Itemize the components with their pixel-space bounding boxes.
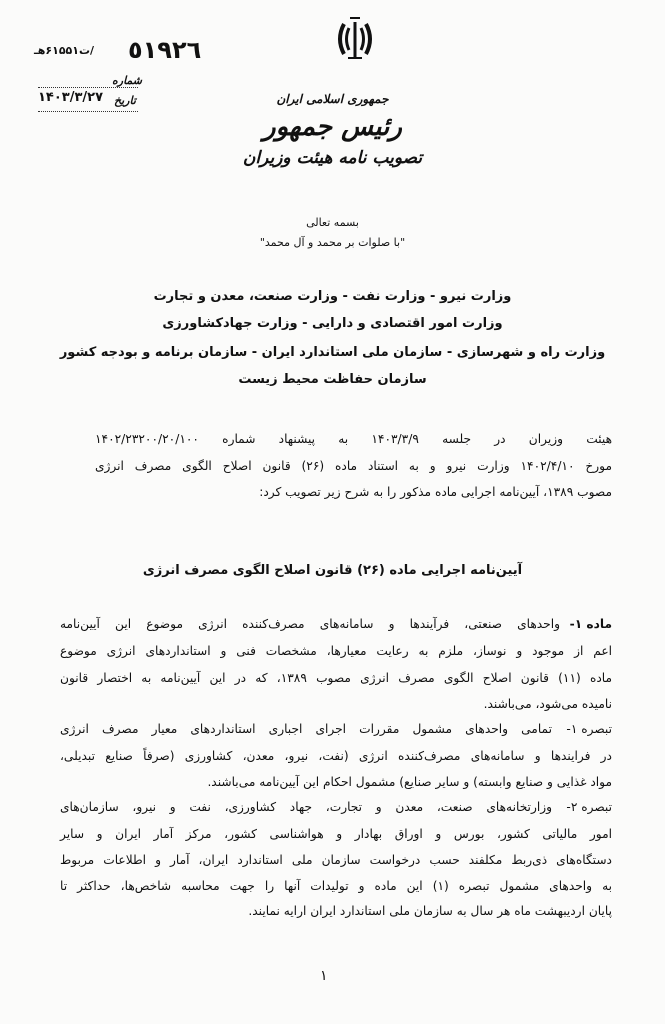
letter-number: ٥١٩٢٦ xyxy=(128,36,202,64)
reference-code: /ت۶۱۵۵۱هـ xyxy=(34,44,95,57)
number-label: شماره xyxy=(112,74,143,87)
article-line: واحدهای صنعتی، فرآیندها و سامانه‌های مصرف‌کننده انرژی موضوع این آیین‌نامه xyxy=(60,617,560,631)
intro-line: هیئت وزیران در جلسه ۱۴۰۳/۳/۹ به پیشنهاد شماره ۱۴۰۲/۲۳۲۰۰/۲۰/۱۰۰ xyxy=(95,432,612,446)
bismillah: بسمه تعالی xyxy=(306,216,359,229)
note-line: تمامی واحدهای مشمول مقررات اجرای اجباری استانداردهای معیار مصرف انرژی xyxy=(60,722,552,736)
iran-emblem-icon xyxy=(336,14,374,68)
article-line: نامیده می‌شود، می‌باشند. xyxy=(483,697,612,711)
salavat: "با صلوات بر محمد و آل محمد" xyxy=(259,236,406,249)
date-value: ۱۴۰۳/۳/۲۷ xyxy=(38,90,104,105)
article-line: ماده (۱۱) قانون اصلاح الگوی مصرف انرژی مصوب ۱۳۸۹، که در این آیین‌نامه به اختصار قانون xyxy=(60,671,612,685)
office-title: رئیس جمهور xyxy=(263,112,402,142)
intro-line: مصوب ۱۳۸۹، آیین‌نامه اجرایی ماده مذکور را به شرح زیر تصویب کرد: xyxy=(259,485,612,499)
note-line: دستگاه‌های ذی‌ربط مکلفند حسب درخواست سازمان ملی استاندارد ایران، آمار و اطلاعات مربوط xyxy=(60,853,612,867)
country-name: جمهوری اسلامی ایران xyxy=(276,92,389,106)
note-line: مواد غذایی و صنایع وابسته) و سایر صنایع) مشمول احکام این آیین‌نامه می‌باشند. xyxy=(207,775,612,789)
note-line: به واحدهای مشمول تبصره (۱) این ماده و تولیدات آنها را جهت محاسبه شاخص‌ها، حداکثر تا xyxy=(60,879,612,893)
regulation-title: آیین‌نامه اجرایی ماده (۲۶) قانون اصلاح الگوی مصرف انرژی xyxy=(142,563,523,578)
note-line: وزارتخانه‌های صنعت، معدن و تجارت، جهاد کشاورزی، نفت و نیرو، سازمان‌های xyxy=(60,800,552,814)
note-line: پایان اردیبهشت ماه هر سال به سازمان ملی استاندارد ایران ارایه نمایند. xyxy=(248,904,612,918)
date-label: تاریخ xyxy=(114,94,136,107)
recipient-line: وزارت نیرو - وزارت نفت - وزارت صنعت، معدن و تجارت xyxy=(153,289,512,304)
note-label: تبصره ۲- xyxy=(566,800,612,814)
document-type: تصویب نامه هیئت وزیران xyxy=(242,148,423,168)
recipient-line: سازمان حفاظت محیط زیست xyxy=(238,372,427,387)
note-label: تبصره ۱- xyxy=(566,722,612,736)
recipient-line: وزارت امور اقتصادی و دارایی - وزارت جهادکشاورزی xyxy=(162,316,503,331)
note-line: امور مالیاتی کشور، بورس و اوراق بهادار و هواشناسی کشور، مرکز آمار ایران و سایر xyxy=(60,827,612,841)
number-dotted-line xyxy=(38,86,138,88)
article-label: ماده ۱- xyxy=(569,617,612,631)
article-line: اعم از موجود و نوساز، ملزم به رعایت معیارها، مشخصات فنی و استانداردهای انرژی موضوع xyxy=(60,644,612,658)
page-number: ۱ xyxy=(320,968,328,984)
intro-line: مورخ ۱۴۰۲/۴/۱۰ وزارت نیرو و به استناد ماده (۲۶) قانون اصلاح الگوی مصرف انرژی xyxy=(95,459,612,473)
note-line: در فرایندها و سامانه‌های مصرف‌کننده انرژی (نفت، نیرو، معدن، کشاورزی (صرفاً صنایع تبدیلی، xyxy=(60,749,612,763)
recipient-line: وزارت راه و شهرسازی - سازمان ملی استاندارد ایران - سازمان برنامه و بودجه کشور xyxy=(59,345,606,360)
